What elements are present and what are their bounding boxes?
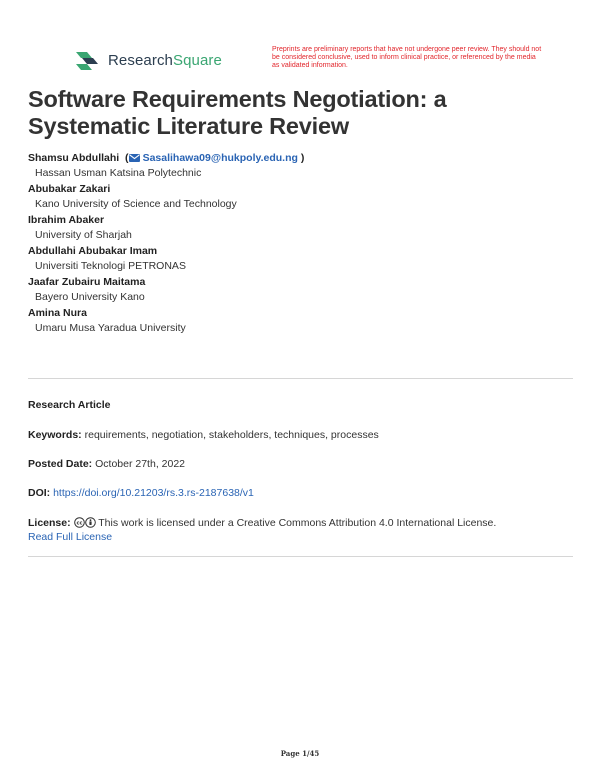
author-affiliation: Universiti Teknologi PETRONAS — [35, 260, 186, 272]
paper-title: Software Requirements Negotiation: a Systematic Literature Review — [28, 86, 447, 139]
author-entry — [28, 245, 573, 273]
keywords-value: requirements, negotiation, stakeholders, techniques, processes — [84, 429, 379, 441]
article-type: Research Article — [28, 399, 111, 411]
author-affiliation: Bayero University Kano — [35, 291, 145, 303]
research-square-logo[interactable] — [74, 49, 222, 71]
research-square-logo-icon — [74, 49, 102, 71]
author-name: Amina Nura — [28, 307, 87, 319]
svg-text:cc: cc — [76, 520, 82, 527]
keywords-line — [28, 428, 573, 442]
posted-date-label: Posted Date: — [28, 458, 93, 470]
page-number: Page 1/45 — [280, 749, 320, 758]
author-name: Jaafar Zubairu Maitama — [28, 276, 146, 288]
brand-name-part1: Research — [108, 51, 173, 69]
author-affiliation: Kano University of Science and Technology — [35, 198, 237, 210]
author-name: Shamsu Abdullahi — [28, 152, 120, 164]
author-affiliation: University of Sharjah — [35, 229, 132, 241]
brand-name — [108, 52, 222, 69]
license-line — [28, 516, 573, 544]
author-name: Ibrahim Abaker — [28, 214, 105, 226]
doi-label: DOI: — [28, 487, 51, 499]
author-email-paren-close: ) — [297, 152, 305, 164]
author-entry — [28, 276, 573, 304]
author-entry — [28, 183, 573, 211]
brand-name-part2: Square — [173, 51, 222, 69]
preprint-notice: Preprints are preliminary reports that have not undergone peer review. They should not be considered conclusive, used to inform clinical practice, or referenced by the media as validated information. — [272, 46, 542, 70]
author-email-link[interactable]: Sasalihawa09@hukpoly.edu.ng — [142, 152, 298, 164]
divider-top — [28, 378, 573, 379]
author-name: Abdullahi Abubakar Imam — [28, 245, 158, 257]
author-entry — [28, 152, 573, 180]
doi-link[interactable]: https://doi.org/10.21203/rs.3.rs-2187638/v1 — [53, 487, 254, 499]
posted-date-value: October 27th, 2022 — [95, 458, 186, 470]
author-name: Abubakar Zakari — [28, 183, 111, 195]
author-list — [28, 152, 573, 338]
envelope-icon — [129, 154, 140, 162]
by-icon — [85, 517, 96, 528]
author-email-paren-open: ( — [122, 152, 129, 164]
license-text: This work is licensed under a Creative Commons Attribution 4.0 International License. — [98, 517, 497, 529]
keywords-label: Keywords: — [28, 429, 82, 441]
author-entry — [28, 307, 573, 335]
read-full-license-link[interactable]: Read Full License — [28, 531, 113, 543]
divider-bottom — [28, 556, 573, 557]
license-label: License: — [28, 517, 71, 529]
cc-icon — [74, 517, 85, 528]
author-entry — [28, 214, 573, 242]
posted-date-line — [28, 457, 573, 471]
doi-line — [28, 486, 573, 500]
author-affiliation: Hassan Usman Katsina Polytechnic — [35, 167, 202, 179]
author-affiliation: Umaru Musa Yaradua University — [35, 322, 186, 334]
